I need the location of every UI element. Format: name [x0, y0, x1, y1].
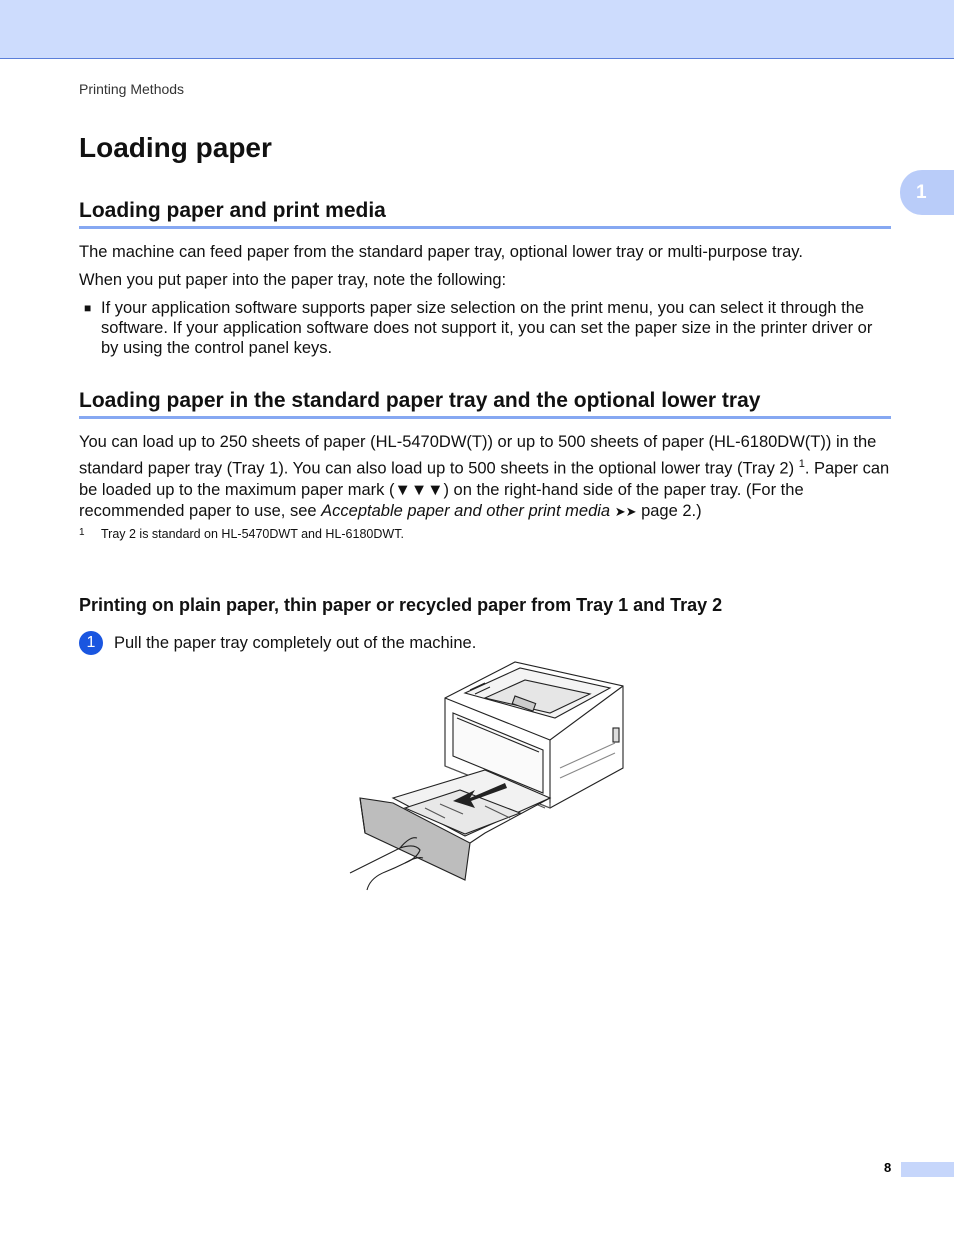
- step-number-badge: 1: [79, 631, 103, 655]
- footnote-number: 1: [79, 527, 85, 538]
- step-1: [79, 631, 476, 655]
- footnote-text: Tray 2 is standard on HL-5470DWT and HL-6180DWT.: [101, 527, 404, 541]
- section-heading-loading-media: Loading paper and print media: [79, 199, 891, 229]
- footnote: [79, 527, 404, 541]
- double-arrow-icon: ➤➤: [614, 504, 637, 519]
- footnote-ref[interactable]: 1: [798, 457, 805, 470]
- subsection-heading: Printing on plain paper, thin paper or recycled paper from Tray 1 and Tray 2: [79, 595, 723, 615]
- capacity-text: You can load up to 250 sheets of paper (HL-5470DW(T)) or up to 500 sheets of paper (HL-6180DW(T)) in the standard paper tray (Tray 1). You can also load up to 500 sheets in the optional lower tray (Tray 2): [79, 433, 877, 477]
- step-text: Pull the paper tray completely out of the machine.: [114, 633, 477, 652]
- chapter-tab[interactable]: 1: [900, 170, 954, 215]
- paragraph: When you put paper into the paper tray, note the following:: [79, 271, 507, 289]
- bullet-item: [84, 298, 890, 358]
- cross-reference-link[interactable]: Acceptable paper and other print media: [321, 502, 611, 520]
- section-heading-standard-tray: Loading paper in the standard paper tray and the optional lower tray: [79, 389, 891, 419]
- bullet-square-icon: ■: [84, 301, 92, 315]
- header-band: [0, 0, 954, 59]
- page-reference: page 2.): [641, 502, 702, 520]
- paragraph: The machine can feed paper from the standard paper tray, optional lower tray or multi-purpose tray.: [79, 243, 803, 261]
- page-number-bar: [901, 1162, 954, 1177]
- bullet-text: If your application software supports paper size selection on the print menu, you can select it through the software. If your application software does not support it, you can set the paper size in the printer driver or by using the control panel keys.: [101, 299, 873, 357]
- page-number: 8: [884, 1160, 892, 1175]
- running-head: Printing Methods: [79, 81, 185, 97]
- max-mark-text: Paper can be loaded up to the maximum paper mark (▼▼▼) on the right-hand side of the paper tray. (For the recommended paper to use, see: [79, 459, 890, 520]
- printer-tray-illustration: [345, 658, 630, 898]
- page-title: Loading paper: [79, 132, 272, 163]
- paragraph-tray-capacity: [79, 432, 891, 523]
- period: .: [804, 459, 810, 477]
